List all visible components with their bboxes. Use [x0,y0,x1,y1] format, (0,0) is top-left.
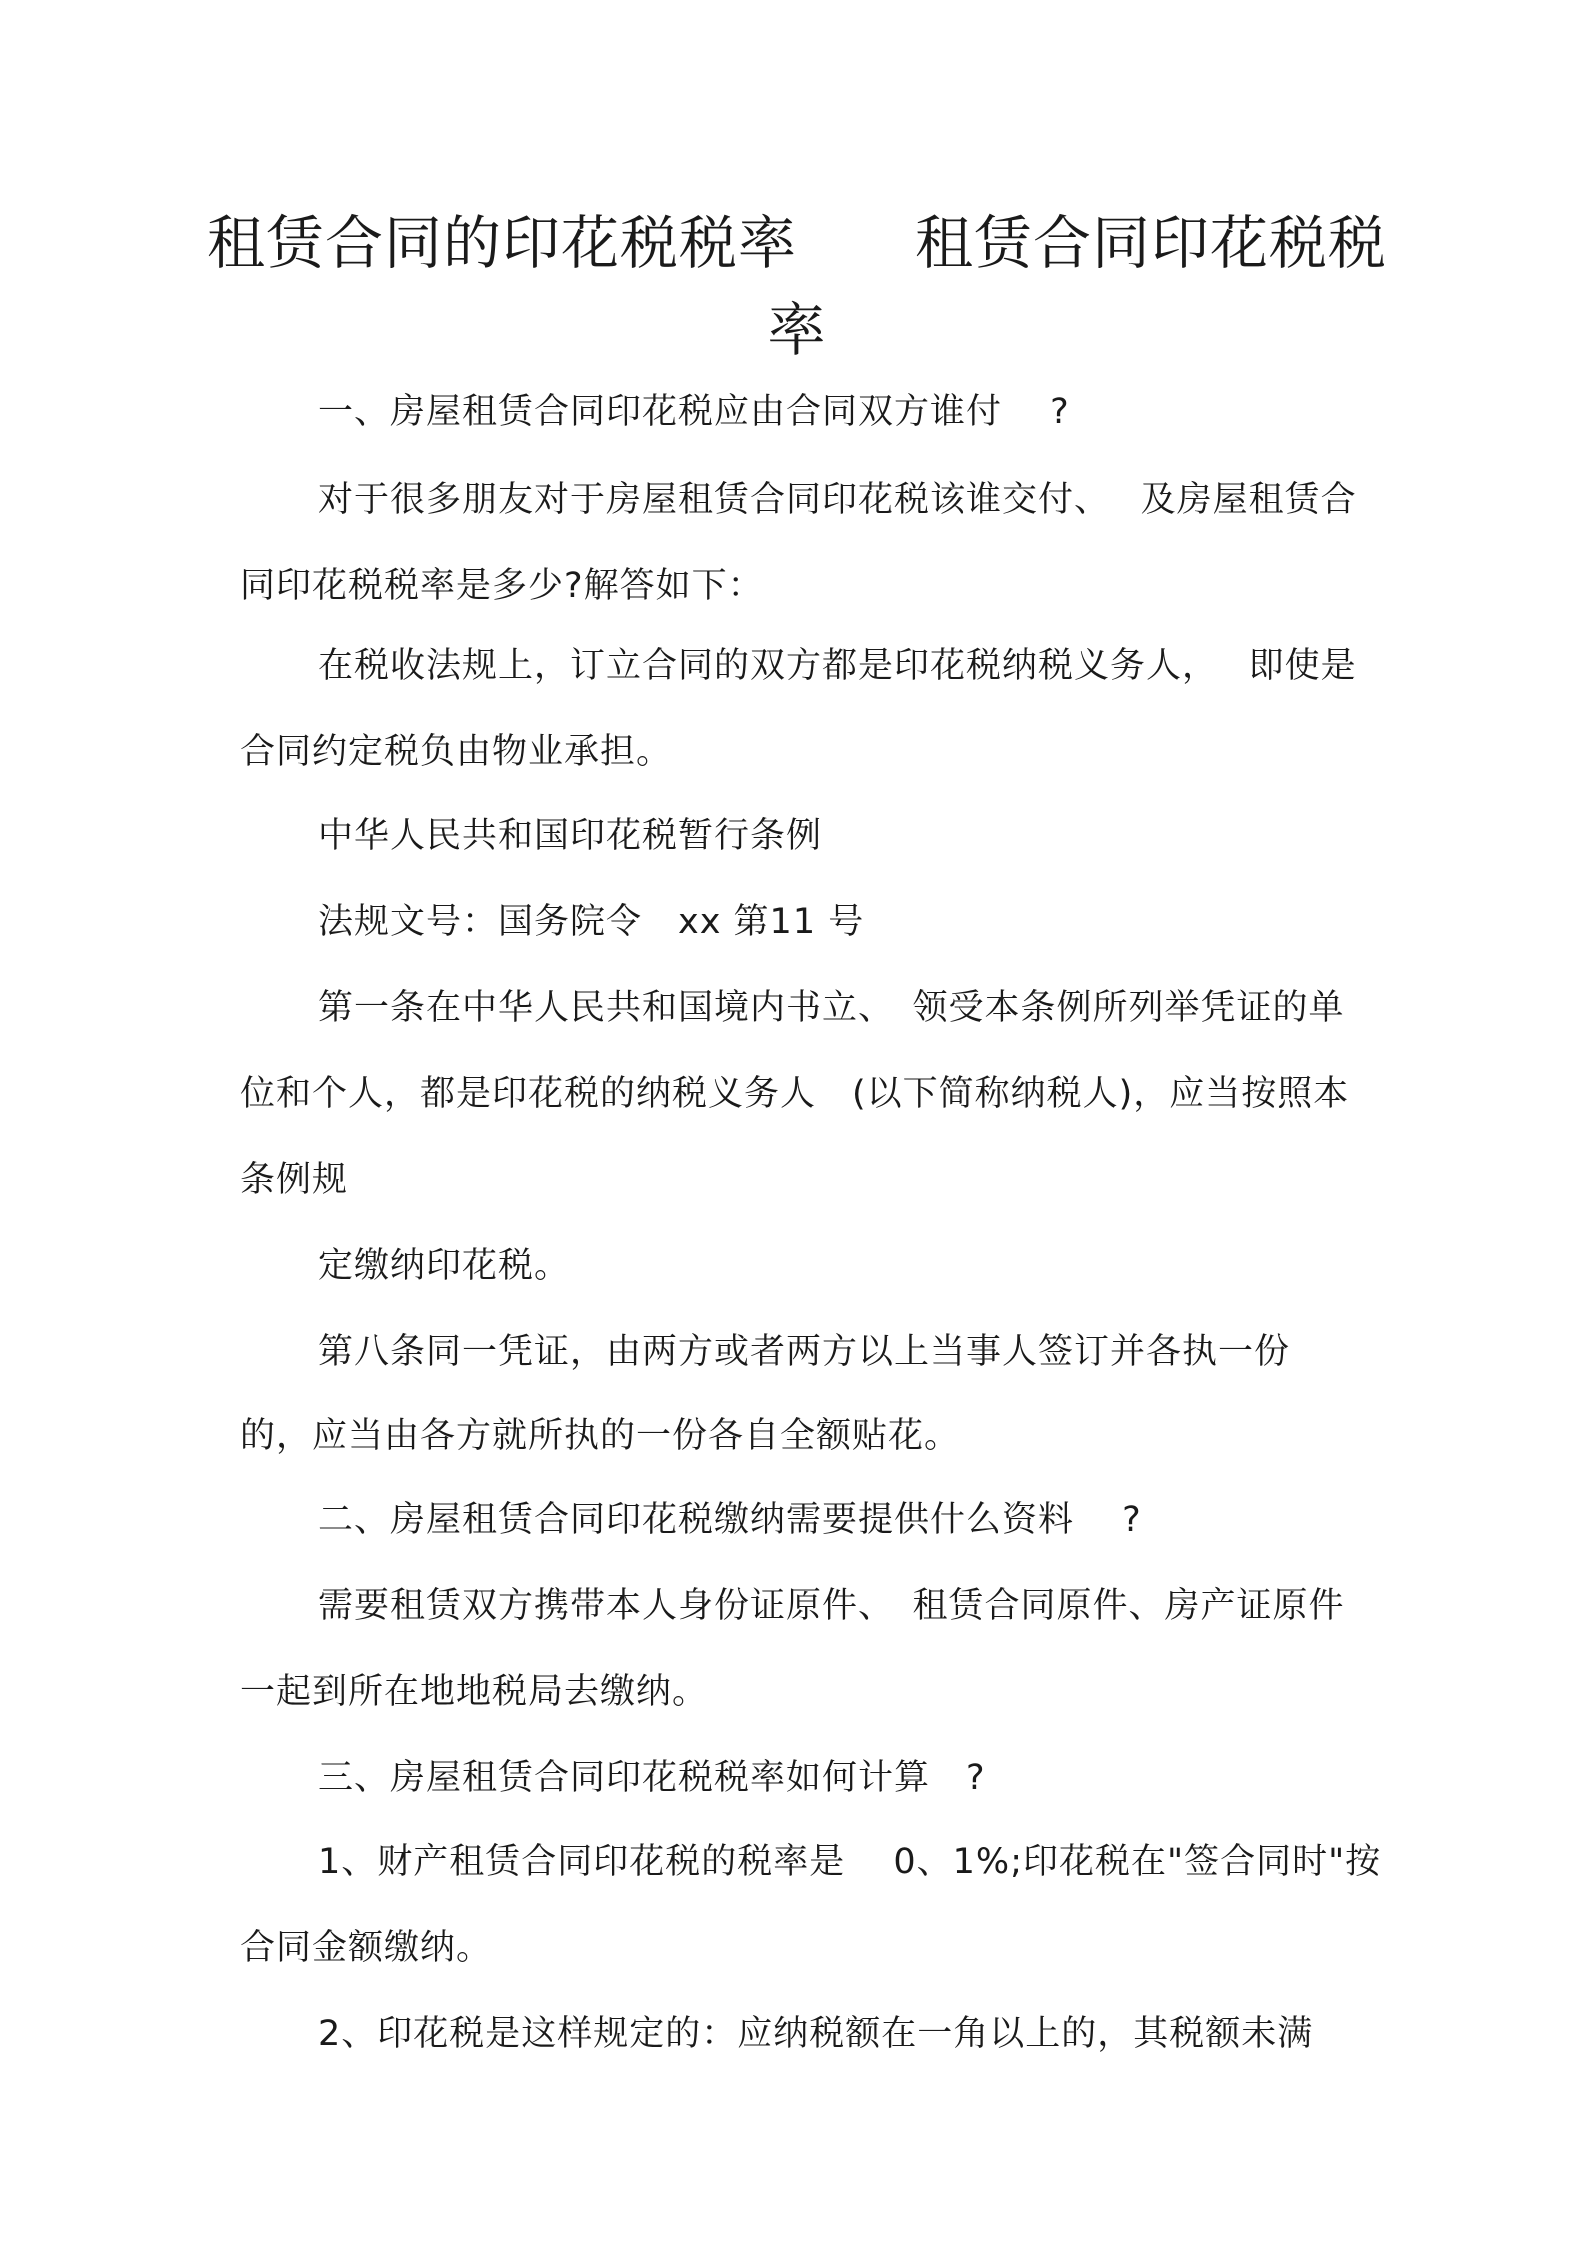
paragraph-line: 定缴纳印花税。 [318,1246,571,1286]
paragraph-line: 需要租赁双方携带本人身份证原件、 租赁合同原件、房产证原件 [318,1586,1345,1626]
paragraph-line: 1、财产租赁合同印花税的税率是 0、1%;印花税在"签合同时"按 [318,1842,1382,1882]
regulation-title: 中华人民共和国印花税暂行条例 [318,816,823,856]
section-heading-3: 三、房屋租赁合同印花税税率如何计算 ? [318,1758,986,1798]
paragraph-line: 一起到所在地地税局去缴纳。 [240,1672,709,1712]
paragraph-line: 位和个人，都是印花税的纳税义务人 (以下简称纳税人)，应当按照本 [240,1074,1350,1114]
document-title-line-2: 率 [767,296,827,364]
regulation-number: 法规文号：国务院令 xx 第11 号 [318,902,865,942]
paragraph-line: 对于很多朋友对于房屋租赁合同印花税该谁交付、 及房屋租赁合 [318,480,1357,520]
document-title-line-1: 租赁合同的印花税税率 租赁合同印花税税 [206,209,1387,277]
paragraph-line: 合同金额缴纳。 [240,1928,493,1968]
paragraph-line: 第八条同一凭证，由两方或者两方以上当事人签订并各执一份 [318,1332,1291,1372]
paragraph-line: 2、印花税是这样规定的：应纳税额在一角以上的，其税额未满 [318,2014,1314,2054]
paragraph-line: 合同约定税负由物业承担。 [240,732,673,772]
paragraph-line: 第一条在中华人民共和国境内书立、 领受本条例所列举凭证的单 [318,988,1345,1028]
paragraph-line: 同印花税税率是多少?解答如下： [240,566,764,606]
paragraph-line: 在税收法规上，订立合同的双方都是印花税纳税义务人， 即使是 [318,646,1357,686]
paragraph-line: 条例规 [240,1160,349,1200]
section-heading-1: 一、房屋租赁合同印花税应由合同双方谁付 ? [318,392,1070,432]
paragraph-line: 的，应当由各方就所执的一份各自全额贴花。 [240,1416,961,1456]
section-heading-2: 二、房屋租赁合同印花税缴纳需要提供什么资料 ? [318,1500,1142,1540]
